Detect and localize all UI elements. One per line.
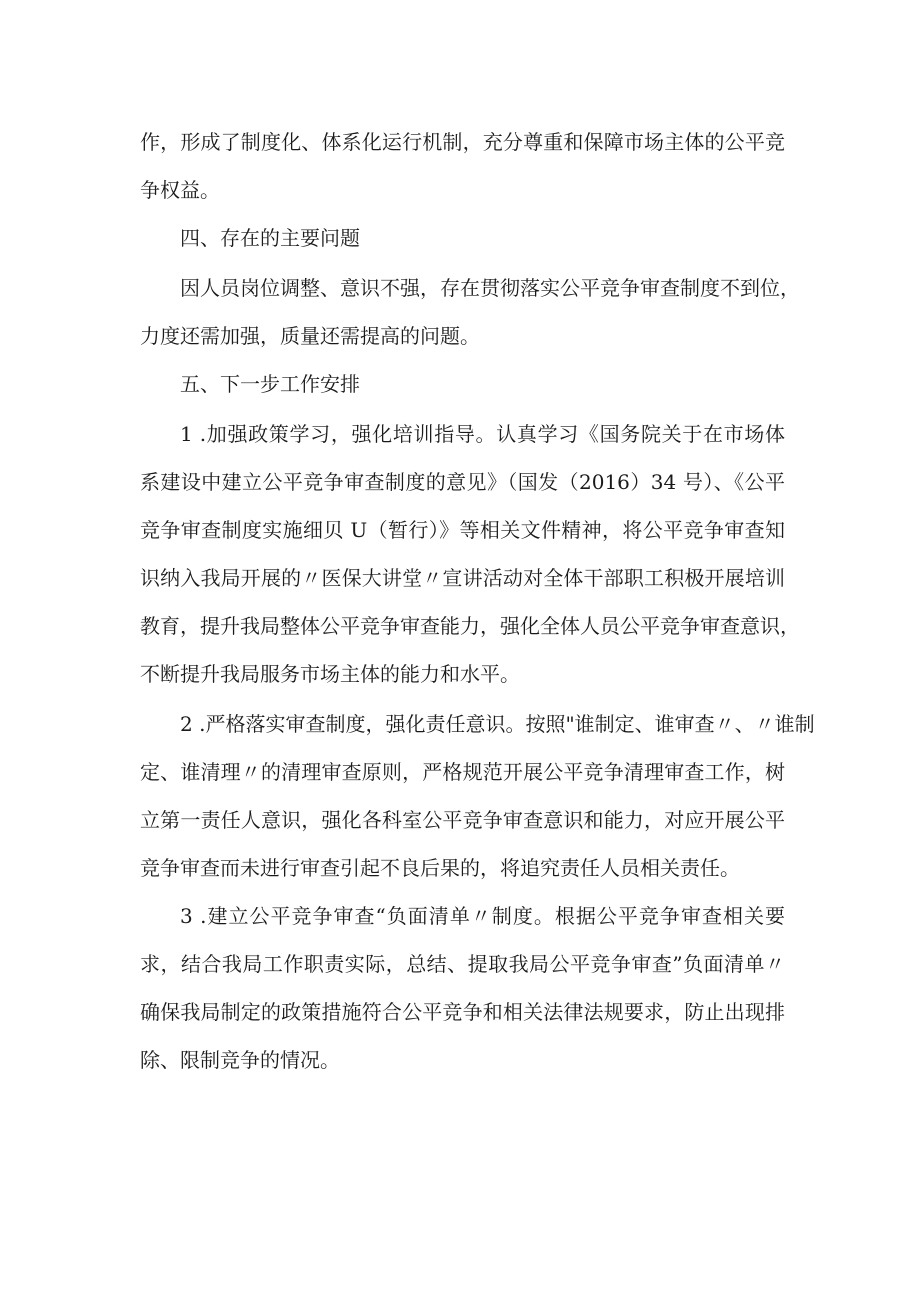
text-line: 争权益。	[140, 178, 220, 202]
text-line: 教育，提升我局整体公平竞争审查能力，强化全体人员公平竞争审查意识，	[140, 614, 800, 638]
text-line: 竞争审查制度实施细贝 U（暂行）》等相关文件精神，将公平竞争审查知	[140, 518, 785, 542]
heading-text: 四、存在的主要问题	[180, 226, 360, 250]
text-line: 除、限制竞争的情况。	[140, 1048, 340, 1072]
text-line: 求，结合我局工作职责实际，总结、提取我局公平竞争审查”负面清单〃	[140, 952, 785, 976]
paragraph-problems	[140, 264, 800, 360]
paragraph-item-1	[140, 410, 800, 698]
text-line: 定、谁清理〃的清理审查原则，严格规范开展公平竞争清理审查工作，树	[140, 760, 785, 784]
text-line: 系建设中建立公平竞争审查制度的意见》（国发（2016）34 号）、《公平	[140, 470, 785, 494]
paragraph-continuation	[140, 118, 785, 214]
section-heading-4	[140, 214, 785, 262]
heading-text: 五、下一步工作安排	[180, 372, 360, 396]
text-line: 作，形成了制度化、体系化运行机制，充分尊重和保障市场主体的公平竞	[140, 130, 785, 154]
text-line: 识纳入我局开展的〃医保大讲堂〃宣讲活动对全体干部职工积极开展培训	[140, 566, 785, 590]
text-line: 3 .建立公平竞争审查“负面清单〃制度。根据公平竞争审查相关要	[180, 904, 785, 928]
paragraph-item-2	[140, 700, 815, 892]
text-line: 力度还需加强，质量还需提高的问题。	[140, 324, 480, 348]
text-line: 2 .严格落实审查制度，强化责任意识。按照"谁制定、谁审查〃、〃谁制	[180, 712, 815, 736]
text-line: 因人员岗位调整、意识不强，存在贯彻落实公平竞争审查制度不到位，	[180, 276, 800, 300]
text-line: 不断提升我局服务市场主体的能力和水平。	[140, 662, 520, 686]
text-line: 1 .加强政策学习，强化培训指导。认真学习《国务院关于在市场体	[180, 422, 785, 446]
text-line: 立第一责任人意识，强化各科室公平竞争审查意识和能力，对应开展公平	[140, 808, 785, 832]
section-heading-5	[140, 360, 785, 408]
text-line: 确保我局制定的政策措施符合公平竞争和相关法律法规要求，防止出现排	[140, 1000, 785, 1024]
paragraph-item-3	[140, 892, 785, 1084]
text-line: 竞争审查而未进行审查引起不良后果的，将追究责任人员相关责任。	[140, 856, 740, 880]
